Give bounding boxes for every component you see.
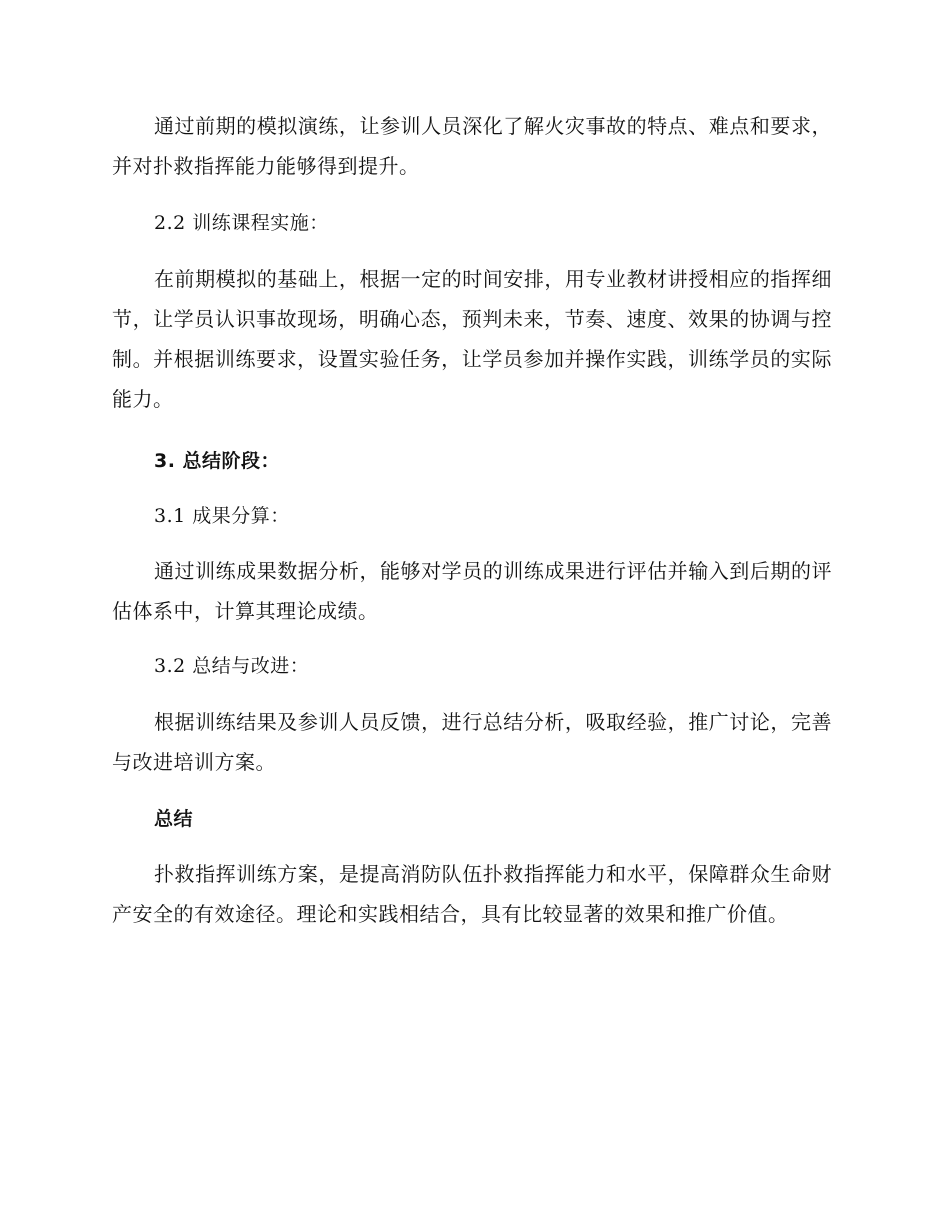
section-heading-3: 3. 总结阶段： bbox=[154, 450, 281, 472]
paragraph-simulation-drill: 通过前期的模拟演练，让参训人员深化了解火灾事故的特点、难点和要求，并对扑救指挥能力能够得到提升。 bbox=[112, 114, 832, 178]
section-heading-2-2: 2.2 训练课程实施： bbox=[154, 212, 329, 234]
section-heading-summary: 总结 bbox=[154, 808, 194, 830]
paragraph-conclusion: 扑救指挥训练方案，是提高消防队伍扑救指挥能力和水平，保障群众生命财产安全的有效途径。理论和实践相结合，具有比较显著的效果和推广价值。 bbox=[112, 862, 832, 926]
section-heading-3-2: 3.2 总结与改进： bbox=[154, 655, 310, 677]
paragraph-results-analysis: 通过训练成果数据分析，能够对学员的训练成果进行评估并输入到后期的评估体系中，计算其理论成绩。 bbox=[112, 559, 832, 623]
section-heading-3-1: 3.1 成果分算： bbox=[154, 505, 290, 527]
paragraph-summary-improvement: 根据训练结果及参训人员反馈，进行总结分析，吸取经验，推广讨论，完善与改进培训方案。 bbox=[112, 710, 832, 774]
paragraph-course-implementation: 在前期模拟的基础上，根据一定的时间安排，用专业教材讲授相应的指挥细节，让学员认识事故现场，明确心态，预判未来，节奏、速度、效果的协调与控制。并根据训练要求，设置实验任务，让学员参加并操作实践，训练学员的实际能力。 bbox=[112, 267, 832, 411]
